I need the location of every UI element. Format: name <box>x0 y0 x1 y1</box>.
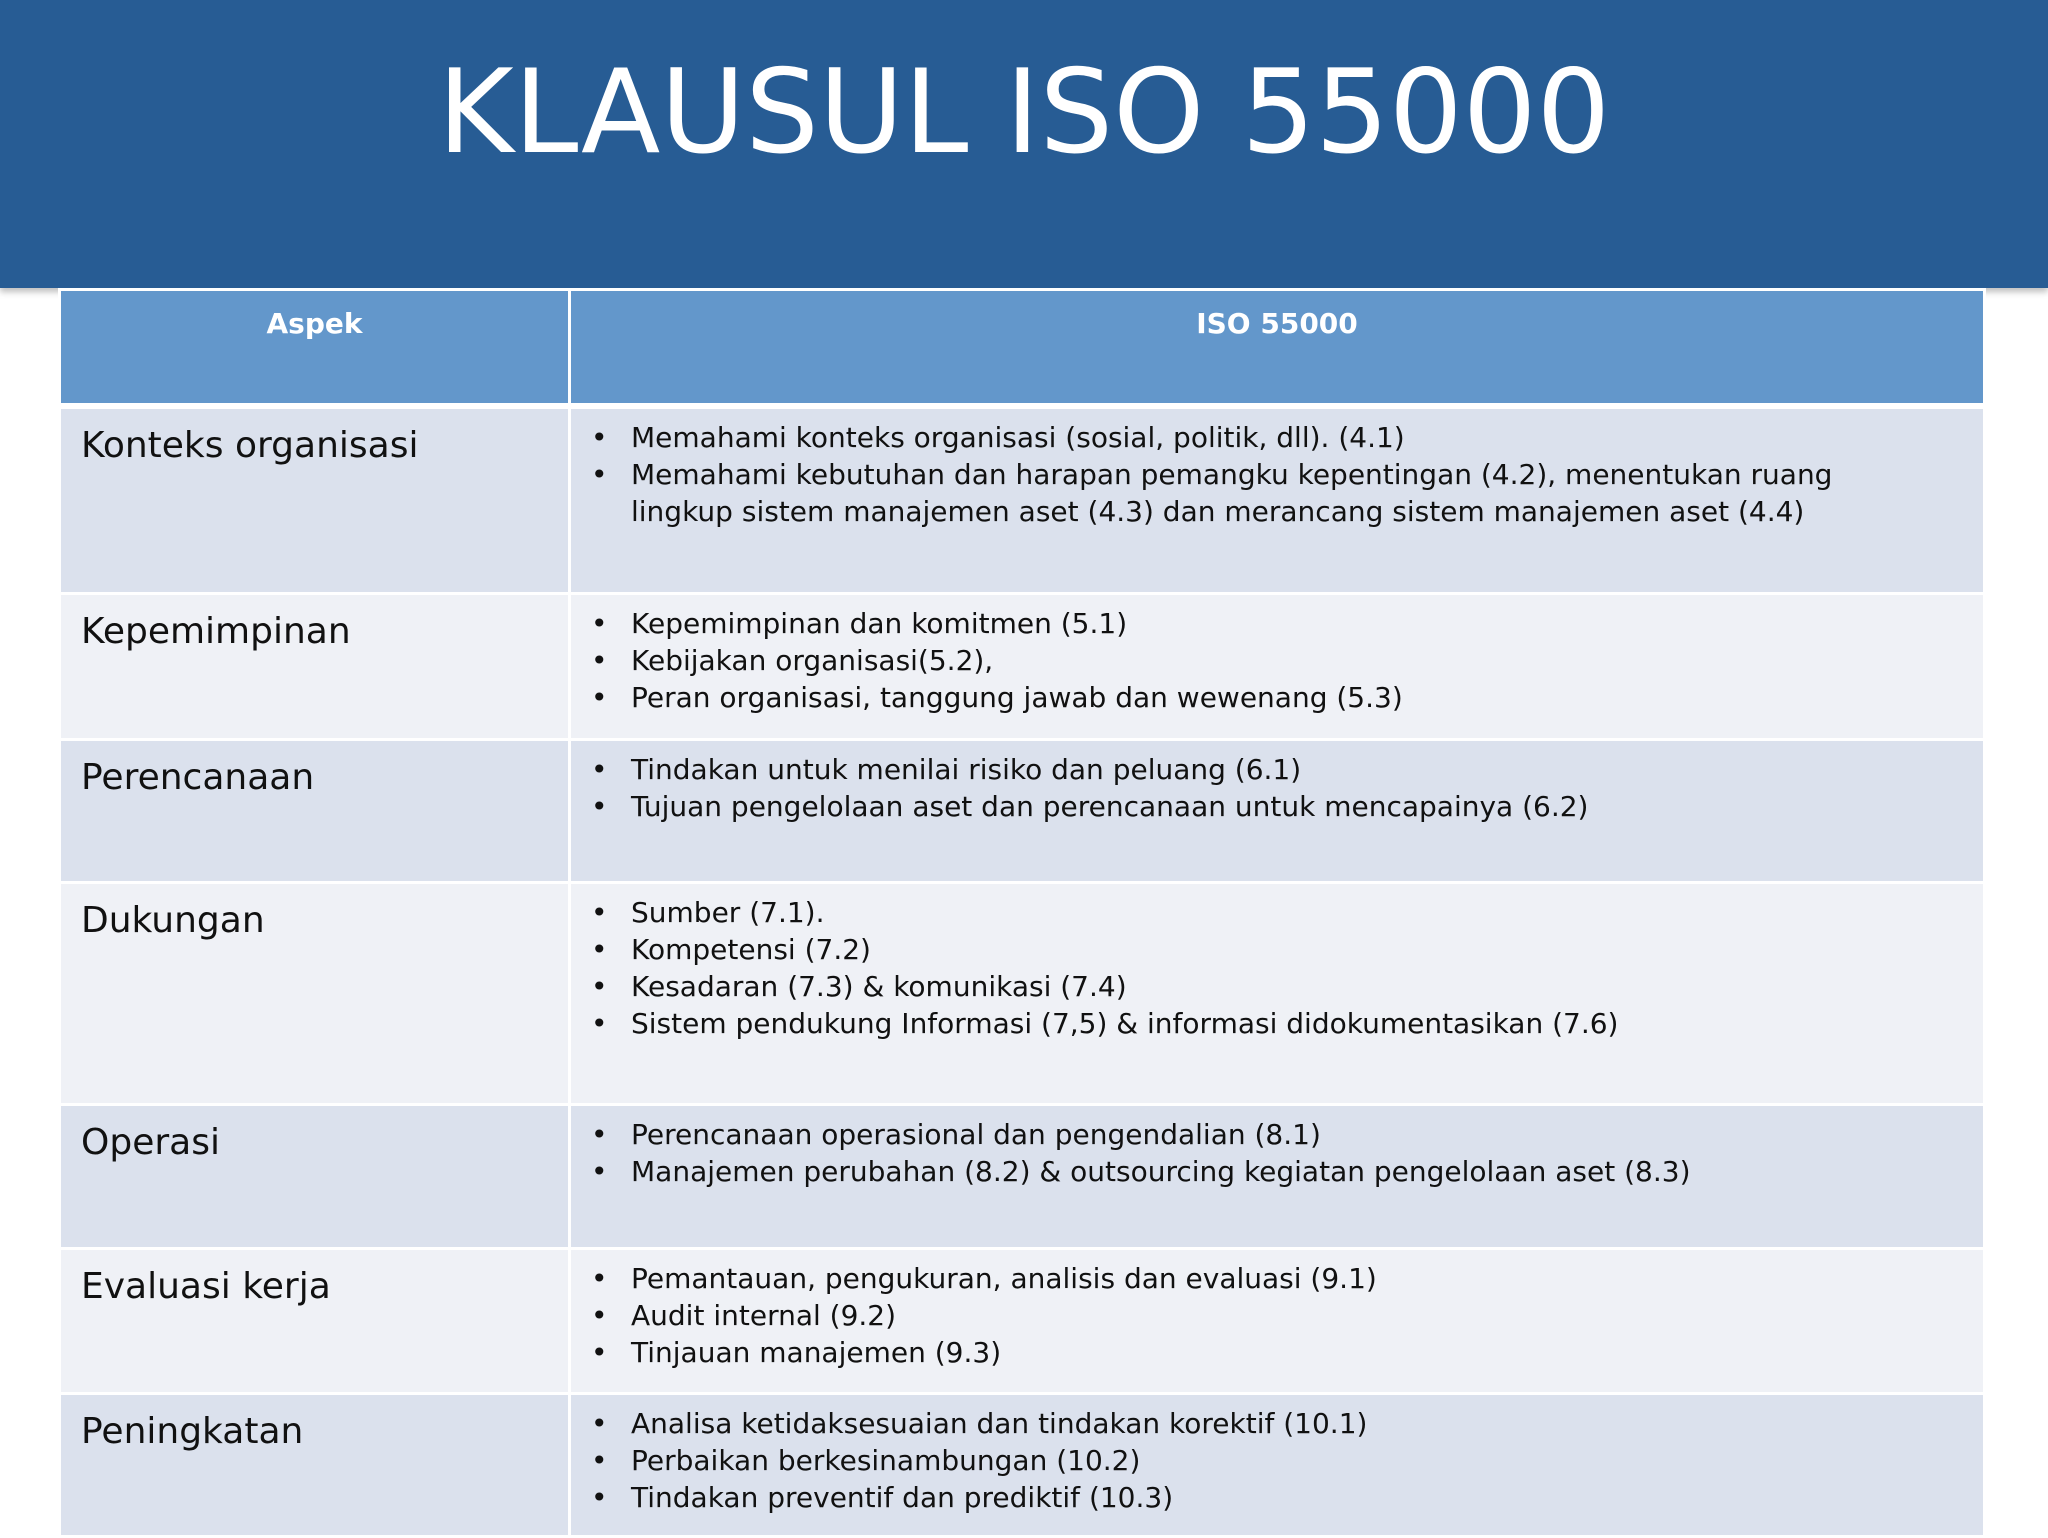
clause-text: Tindakan preventif dan prediktif (10.3) <box>631 1481 1174 1514</box>
bullet-icon: • <box>591 896 608 929</box>
clause-text: Audit internal (9.2) <box>631 1299 897 1332</box>
aspect-cell: Peningkatan <box>61 1395 571 1535</box>
aspect-cell: Kepemimpinan <box>61 595 571 738</box>
bullet-icon: • <box>591 1118 608 1151</box>
bullet-icon: • <box>591 607 608 640</box>
header-aspect: Aspek <box>61 291 571 403</box>
clause-text: Perbaikan berkesinambungan (10.2) <box>631 1444 1141 1477</box>
iso-clause-table <box>58 288 1986 1538</box>
bullet-icon: • <box>591 1407 608 1440</box>
clause-item <box>591 419 1943 456</box>
table-row <box>61 1395 1983 1538</box>
slide-title: KLAUSUL ISO 55000 <box>437 45 1611 180</box>
aspect-cell: Dukungan <box>61 884 571 1103</box>
clause-text: Memahami konteks organisasi (sosial, politik, dll). (4.1) <box>631 421 1405 454</box>
clause-item <box>591 1260 1943 1297</box>
clause-cell <box>571 409 1983 592</box>
clause-item <box>591 679 1943 716</box>
bullet-icon: • <box>591 1299 608 1332</box>
bullet-icon: • <box>591 458 608 491</box>
clause-cell <box>571 884 1983 1103</box>
clause-text: Sistem pendukung Informasi (7,5) & informasi didokumentasikan (7.6) <box>631 1007 1619 1040</box>
clause-text: Kesadaran (7.3) & komunikasi (7.4) <box>631 970 1127 1003</box>
bullet-icon: • <box>591 1481 608 1514</box>
clause-cell <box>571 1250 1983 1392</box>
clause-item <box>591 968 1943 1005</box>
clause-list <box>591 1116 1943 1190</box>
bullet-icon: • <box>591 933 608 966</box>
clause-cell <box>571 741 1983 881</box>
clause-list <box>591 419 1943 530</box>
clause-text: Analisa ketidaksesuaian dan tindakan korektif (10.1) <box>631 1407 1368 1440</box>
bullet-icon: • <box>591 753 608 786</box>
clause-item <box>591 1334 1943 1371</box>
bullet-icon: • <box>591 681 608 714</box>
clause-text: Pemantauan, pengukuran, analisis dan evaluasi (9.1) <box>631 1262 1377 1295</box>
bullet-icon: • <box>591 421 608 454</box>
table-row <box>61 884 1983 1106</box>
bullet-icon: • <box>591 1444 608 1477</box>
clause-text: Perencanaan operasional dan pengendalian (8.1) <box>631 1118 1321 1151</box>
clause-text: Kepemimpinan dan komitmen (5.1) <box>631 607 1128 640</box>
table-row <box>61 1106 1983 1250</box>
clause-item <box>591 1405 1943 1442</box>
clause-list <box>591 605 1943 716</box>
clause-item <box>591 894 1943 931</box>
table-row <box>61 409 1983 595</box>
clause-text: Sumber (7.1). <box>631 896 825 929</box>
clause-text: Tinjauan manajemen (9.3) <box>631 1336 1002 1369</box>
aspect-cell: Perencanaan <box>61 741 571 881</box>
clause-item <box>591 1116 1943 1153</box>
clause-list <box>591 894 1943 1042</box>
clause-cell <box>571 1106 1983 1247</box>
title-bar <box>0 0 2048 288</box>
bullet-icon: • <box>591 1262 608 1295</box>
bullet-icon: • <box>591 1336 608 1369</box>
clause-item <box>591 1297 1943 1334</box>
clause-text: Kompetensi (7.2) <box>631 933 871 966</box>
bullet-icon: • <box>591 970 608 1003</box>
bullet-icon: • <box>591 1007 608 1040</box>
bullet-icon: • <box>591 790 608 823</box>
table-row <box>61 741 1983 884</box>
clause-item <box>591 931 1943 968</box>
clause-item <box>591 1153 1943 1190</box>
clause-item <box>591 605 1943 642</box>
clause-text: Tujuan pengelolaan aset dan perencanaan untuk mencapainya (6.2) <box>631 790 1589 823</box>
bullet-icon: • <box>591 644 608 677</box>
clause-item <box>591 751 1943 788</box>
clause-cell <box>571 595 1983 738</box>
clause-list <box>591 1260 1943 1371</box>
aspect-cell: Konteks organisasi <box>61 409 571 592</box>
clause-text: Peran organisasi, tanggung jawab dan wewenang (5.3) <box>631 681 1403 714</box>
table-header-row <box>61 288 1983 409</box>
header-iso-55000: ISO 55000 <box>1196 307 1358 340</box>
clause-item <box>591 456 1943 530</box>
bullet-icon: • <box>591 1155 608 1188</box>
clause-list <box>591 751 1943 825</box>
table-row <box>61 1250 1983 1395</box>
clause-item <box>591 788 1943 825</box>
aspect-cell: Evaluasi kerja <box>61 1250 571 1392</box>
clause-item <box>591 1479 1943 1516</box>
clause-text: Manajemen perubahan (8.2) & outsourcing kegiatan pengelolaan aset (8.3) <box>631 1155 1691 1188</box>
aspect-cell: Operasi <box>61 1106 571 1247</box>
clause-text: Kebijakan organisasi(5.2), <box>631 644 994 677</box>
clause-text: Memahami kebutuhan dan harapan pemangku kepentingan (4.2), menentukan ruang lingkup sistem manajemen aset (4.3) dan merancang sistem manajemen aset (4.4) <box>631 458 1833 528</box>
clause-item <box>591 1442 1943 1479</box>
clause-text: Tindakan untuk menilai risiko dan peluang (6.1) <box>631 753 1302 786</box>
table-row <box>61 595 1983 741</box>
clause-item <box>591 1005 1943 1042</box>
clause-list <box>591 1405 1943 1516</box>
clause-item <box>591 642 1943 679</box>
clause-cell <box>571 1395 1983 1535</box>
